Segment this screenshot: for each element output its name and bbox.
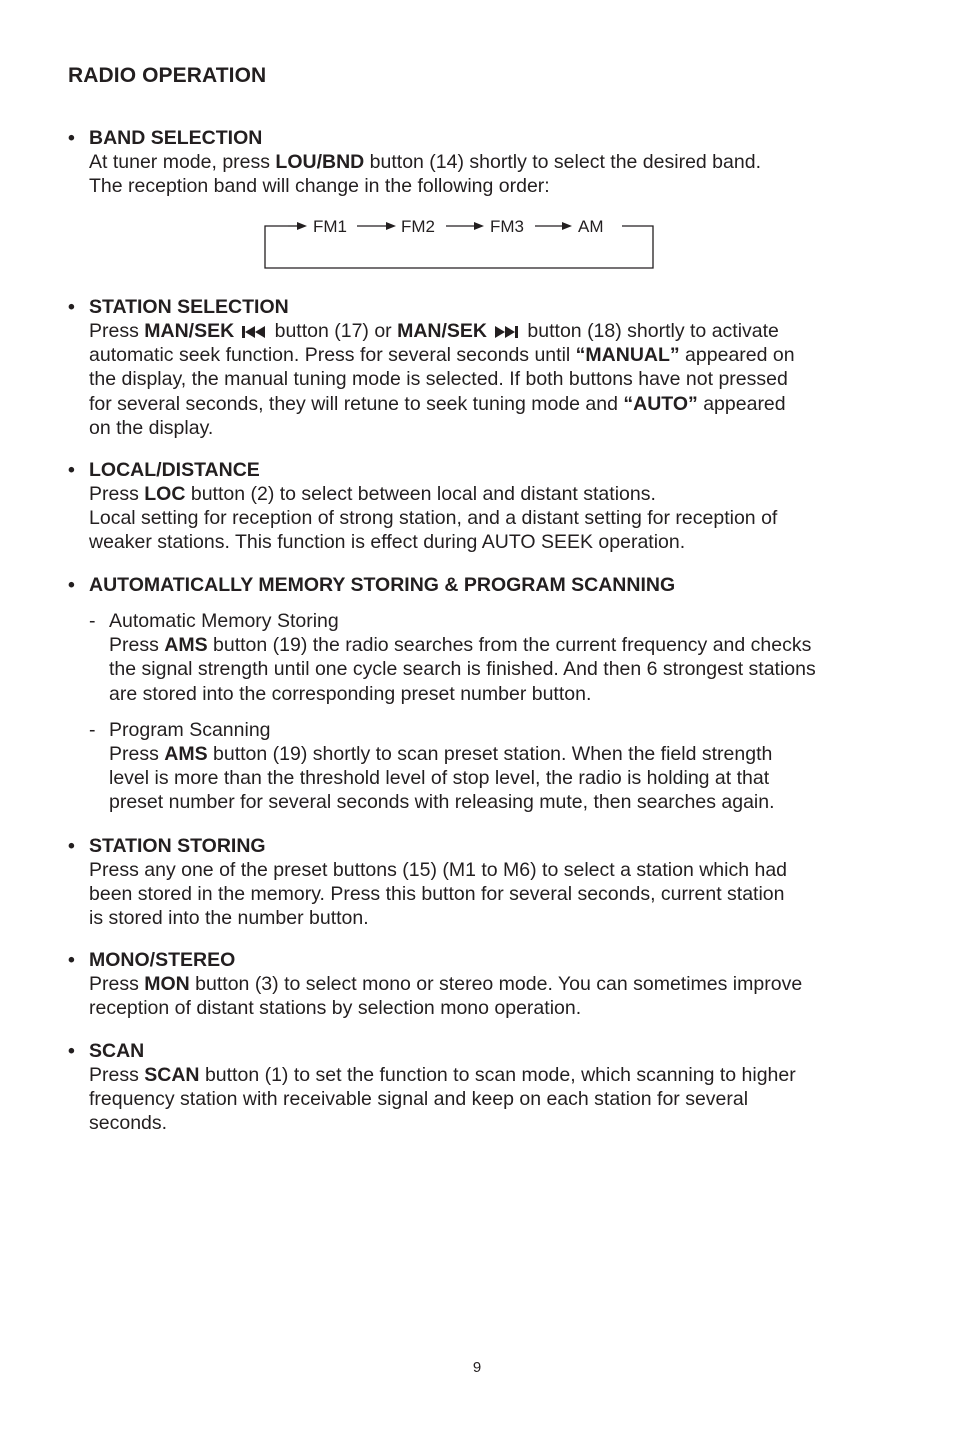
bullet-glyph: • bbox=[68, 1040, 75, 1062]
text-run: appeared on bbox=[679, 344, 795, 367]
paragraph-line: been stored in the memory. Press this button for several seconds, current station bbox=[89, 883, 785, 906]
heading-text: STATION SELECTION bbox=[89, 296, 289, 318]
skip-back-icon bbox=[242, 326, 265, 338]
paragraph-line: on the display. bbox=[89, 416, 214, 439]
section-heading bbox=[68, 834, 898, 858]
button-name-text: MON bbox=[144, 973, 190, 995]
text-run: Press bbox=[109, 743, 165, 766]
button-name-text: SCAN bbox=[144, 1064, 200, 1086]
page-title: RADIO OPERATION bbox=[68, 64, 267, 87]
paragraph-line: Local setting for reception of strong station, and a distant setting for reception of bbox=[89, 507, 778, 530]
section-heading bbox=[68, 458, 898, 482]
section-scan bbox=[68, 1039, 898, 1136]
band-label-fm3: FM3 bbox=[490, 217, 524, 236]
button-name-text: LOC bbox=[144, 483, 186, 505]
text-run: Press bbox=[89, 973, 145, 995]
paragraph-line: frequency station with receivable signal and keep on each station for several bbox=[89, 1088, 749, 1111]
bullet-glyph: • bbox=[68, 459, 75, 481]
display-text-manual: “MANUAL” bbox=[575, 344, 680, 367]
bullet-glyph: • bbox=[68, 296, 75, 318]
text-run: for several seconds, they will retune to seek tuning mode and bbox=[89, 392, 624, 415]
arrow-head-icon bbox=[386, 222, 396, 230]
sub-item-title bbox=[68, 718, 898, 742]
text-run: button (2) to select between local and distant stations. bbox=[185, 483, 656, 505]
paragraph-line bbox=[68, 150, 898, 174]
text-run: button (18) shortly to activate bbox=[522, 320, 779, 342]
dash-glyph: - bbox=[89, 718, 96, 741]
paragraph-line: level is more than the threshold level of stop level, the radio is holding at that bbox=[109, 767, 770, 790]
section-heading bbox=[68, 295, 898, 319]
heading-text: MONO/STEREO bbox=[89, 949, 236, 971]
text-run: button (14) shortly to select the desired band. bbox=[364, 151, 761, 173]
section-heading bbox=[68, 948, 898, 972]
text-run: Press bbox=[109, 634, 165, 657]
text-run: Press bbox=[89, 320, 145, 342]
text-run: button (19) the radio searches from the current frequency and checks bbox=[207, 634, 812, 657]
paragraph-line bbox=[68, 972, 898, 996]
heading-text: AUTOMATICALLY MEMORY STORING & PROGRAM SCANNING bbox=[89, 574, 676, 596]
section-local-distance bbox=[68, 458, 898, 555]
heading-text: BAND SELECTION bbox=[89, 127, 263, 149]
arrow-head-icon bbox=[297, 222, 307, 230]
button-name-text: AMS bbox=[164, 634, 208, 657]
paragraph-line bbox=[68, 482, 898, 506]
text-run: automatic seek function. Press for several seconds until bbox=[89, 344, 576, 367]
band-label-fm2: FM2 bbox=[401, 217, 435, 236]
section-station-selection bbox=[68, 295, 898, 440]
bullet-glyph: • bbox=[68, 127, 75, 149]
paragraph-line bbox=[68, 1063, 898, 1087]
text-run: Press bbox=[89, 483, 145, 505]
text-run: button (1) to set the function to scan mode, which scanning to higher bbox=[199, 1064, 796, 1086]
text-run: Press bbox=[89, 1064, 145, 1086]
paragraph-line bbox=[68, 319, 898, 343]
skip-forward-icon bbox=[495, 326, 518, 338]
section-heading bbox=[68, 1039, 898, 1063]
button-name-text: LOU/BND bbox=[275, 151, 365, 173]
page-number: 9 bbox=[472, 1359, 482, 1376]
arrow-head-icon bbox=[562, 222, 572, 230]
band-label-fm1: FM1 bbox=[313, 217, 347, 236]
text-run: appeared bbox=[697, 392, 786, 415]
text-run: button (3) to select mono or stereo mode. You can sometimes improve bbox=[189, 973, 803, 995]
band-order-diagram bbox=[264, 210, 656, 270]
section-mono-stereo bbox=[68, 948, 898, 1020]
bullet-glyph: • bbox=[68, 835, 75, 857]
heading-text: LOCAL/DISTANCE bbox=[89, 459, 260, 481]
paragraph-line: the signal strength until one cycle search is finished. And then 6 strongest stations bbox=[109, 658, 816, 681]
dash-glyph: - bbox=[89, 610, 96, 632]
section-station-storing bbox=[68, 834, 898, 931]
section-heading bbox=[68, 126, 898, 150]
paragraph-line: preset number for several seconds with releasing mute, then searches again. bbox=[109, 791, 775, 814]
paragraph-line: reception of distant stations by selection mono operation. bbox=[89, 997, 582, 1020]
band-label-am: AM bbox=[578, 217, 604, 236]
paragraph-line bbox=[68, 742, 898, 766]
paragraph-line bbox=[68, 392, 898, 416]
paragraph-line bbox=[68, 633, 898, 657]
section-ams bbox=[68, 573, 898, 815]
heading-text: STATION STORING bbox=[89, 835, 266, 857]
paragraph-line: seconds. bbox=[89, 1112, 168, 1135]
sub-item-title bbox=[68, 609, 898, 633]
section-band-selection bbox=[68, 126, 898, 198]
paragraph-line: The reception band will change in the following order: bbox=[89, 175, 550, 198]
bullet-glyph: • bbox=[68, 949, 75, 971]
text-run: At tuner mode, press bbox=[89, 151, 276, 173]
button-name-text: MAN/SEK bbox=[397, 320, 488, 342]
paragraph-line: the display, the manual tuning mode is selected. If both buttons have not pressed bbox=[89, 368, 788, 391]
paragraph-line: is stored into the number button. bbox=[89, 907, 369, 930]
paragraph-line: weaker stations. This function is effect during AUTO SEEK operation. bbox=[89, 531, 686, 554]
paragraph-line bbox=[68, 343, 898, 367]
bullet-glyph: • bbox=[68, 574, 75, 596]
button-name-text: AMS bbox=[164, 743, 208, 766]
text-run: Automatic Memory Storing bbox=[109, 610, 339, 632]
text-run: Program Scanning bbox=[109, 718, 271, 741]
text-run: button (19) shortly to scan preset station. When the field strength bbox=[207, 743, 773, 766]
button-name-text: MAN/SEK bbox=[144, 320, 235, 342]
section-heading bbox=[68, 573, 898, 597]
display-text-auto: “AUTO” bbox=[623, 392, 698, 415]
arrow-head-icon bbox=[474, 222, 484, 230]
heading-text: SCAN bbox=[89, 1040, 145, 1062]
text-run: button (17) or bbox=[269, 320, 398, 342]
paragraph-line: Press any one of the preset buttons (15) (M1 to M6) to select a station which had bbox=[89, 859, 788, 881]
paragraph-line: are stored into the corresponding preset number button. bbox=[109, 682, 592, 705]
